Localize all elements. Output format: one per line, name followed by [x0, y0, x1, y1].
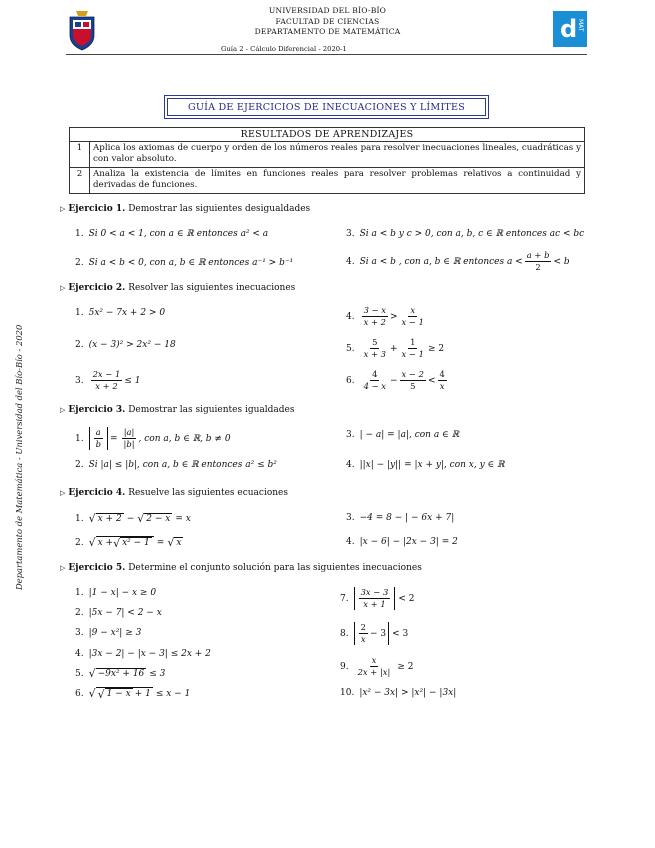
- row-text: Aplica los axiomas de cuerpo y orden de los números reales para resolver inecuaciones lineales, cuadráticas y con valor absoluto.: [90, 141, 585, 167]
- exercise-1-item-2: 2. Si a < b < 0, con a, b ∈ ℝ entonces a⁻¹ > b⁻¹: [75, 258, 294, 268]
- university-name: UNIVERSIDAD DEL BÍO-BÍO: [268, 6, 387, 15]
- row-number: 2: [70, 167, 90, 193]
- exercise-5-item-4: 4. |3x − 2| − |x − 3| ≤ 2x + 2: [75, 649, 211, 659]
- exercise-5-item-7: 7. 3x − 3 x + 1 < 2: [340, 587, 415, 609]
- exercise-2-item-6: 6. 4 4 − x − $\frac{x - 2}{5}$ < 4 x: [346, 369, 445, 391]
- triangle-bullet-icon: ▷: [60, 564, 66, 572]
- exercise-5-item-2: 2. |5x − 7| < 2 − x: [75, 608, 162, 618]
- exercise-4-item-3: 3. −4 = 8 − | − 6x + 7|: [346, 513, 455, 523]
- department-name: DEPARTAMENTO DE MATEMÁTICA: [254, 27, 401, 36]
- exercise-1-item-3: 3. Si a < b y c > 0, con a, b, c ∈ ℝ entonces ac < bc: [346, 229, 585, 239]
- page-title: GUÍA DE EJERCICIOS DE INECUACIONES Y LÍMITES: [167, 98, 486, 116]
- exercise-5-item-10: 10. |x² − 3x| > |x²| − |3x|: [340, 688, 457, 698]
- header-rule: [66, 54, 587, 55]
- learning-outcomes-table: [69, 127, 585, 194]
- exercise-4-item-4: 4. |x − 6| − |2x − 3| = 2: [346, 537, 458, 547]
- exercise-5-item-6: 6. √ √ 1 − x + 1 ≤ x − 1: [75, 687, 191, 701]
- exercise-2-item-4: 4. 3 − x x + 2 > x x − 1: [346, 305, 424, 327]
- triangle-bullet-icon: ▷: [60, 489, 66, 497]
- exercise-2-heading: ▷ Ejercicio 2. Resolver las siguientes inecuaciones: [60, 283, 296, 293]
- exercise-2-item-1: 1. 5x² − 7x + 2 > 0: [75, 308, 166, 318]
- triangle-bullet-icon: ▷: [60, 205, 66, 213]
- title-box: [164, 95, 489, 119]
- svg-text:d: d: [560, 15, 578, 43]
- department-logo: [553, 11, 587, 47]
- exercise-5-item-1: 1. |1 − x| − x ≥ 0: [75, 588, 157, 598]
- exercise-2-item-3: 3. $\frac{2x - 1}{x + 2}$ ≤ 1: [75, 369, 141, 391]
- exercise-1-item-1: 1. Si 0 < a < 1, con a ∈ ℝ entonces a² < a: [75, 229, 269, 239]
- table-row: [70, 141, 585, 167]
- exercise-5-heading: ▷ Ejercicio 5. Determine el conjunto solución para las siguientes inecuaciones: [60, 563, 422, 573]
- exercise-3-item-4: 4. ||x| − |y|| = |x + y|, con x, y ∈ ℝ: [346, 460, 505, 470]
- exercise-5-item-5: 5. √ −9x² + 16 ≤ 3: [75, 667, 166, 680]
- exercise-4-heading: ▷ Ejercicio 4. Resuelve las siguientes ecuaciones: [60, 488, 288, 498]
- exercise-5-item-9: 9. $\frac{x}{2x + |x|}$ ≥ 2: [340, 655, 414, 677]
- exercise-5-item-8: 8. 2 x − 3 < 3: [340, 622, 409, 644]
- exercise-2-item-5: 5. 5 x + 3 + $\frac{1}{x - 1}$ ≥ 2: [346, 337, 445, 359]
- row-number: 1: [70, 141, 90, 167]
- exercise-3-item-3: 3. | − a| = |a|, con a ∈ ℝ: [346, 430, 460, 440]
- triangle-bullet-icon: ▷: [60, 284, 66, 292]
- exercise-4-item-2: 2. √ x + √ x² − 1 = √ x: [75, 536, 182, 550]
- faculty-name: FACULTAD DE CIENCIAS: [275, 16, 380, 26]
- exercise-3-item-1: 1. a b = $\frac{|a|}{|b|}$ , con a, b ∈ ℝ, b ≠ 0: [75, 427, 231, 449]
- course-name: Guía 2 - Cálculo Diferencial - 2020-1: [221, 45, 347, 53]
- row-text: Analiza la existencia de límites en funciones reales para resolver problemas relativos a continuidad y derivadas de funciones.: [90, 167, 585, 193]
- table-row: [70, 167, 585, 193]
- exercise-2-item-2: 2. (x − 3)² > 2x² − 18: [75, 340, 176, 350]
- triangle-bullet-icon: ▷: [60, 406, 66, 414]
- table-heading: RESULTADOS DE APRENDIZAJES: [70, 128, 585, 142]
- exercise-3-heading: ▷ Ejercicio 3. Demostrar las siguientes igualdades: [60, 405, 295, 415]
- exercise-3-item-2: 2. Si |a| ≤ |b|, con a, b ∈ ℝ entonces a² ≤ b²: [75, 460, 277, 470]
- exercise-1-heading: ▷ Ejercicio 1. Demostrar las siguientes desigualdades: [60, 204, 311, 214]
- svg-text:MAT: MAT: [577, 19, 584, 32]
- exercise-1-item-4: 4. Si a < b , con a, b ∈ ℝ entonces a < a + b 2 < b: [346, 250, 570, 272]
- exercise-4-item-1: 1. √ x + 2 − √ 2 − x = x: [75, 512, 191, 525]
- exercise-5-item-3: 3. |9 − x²| ≥ 3: [75, 628, 142, 638]
- side-vertical-text: Departamento de Matemática - Universidad del Bío-Bío - 2020: [14, 324, 24, 590]
